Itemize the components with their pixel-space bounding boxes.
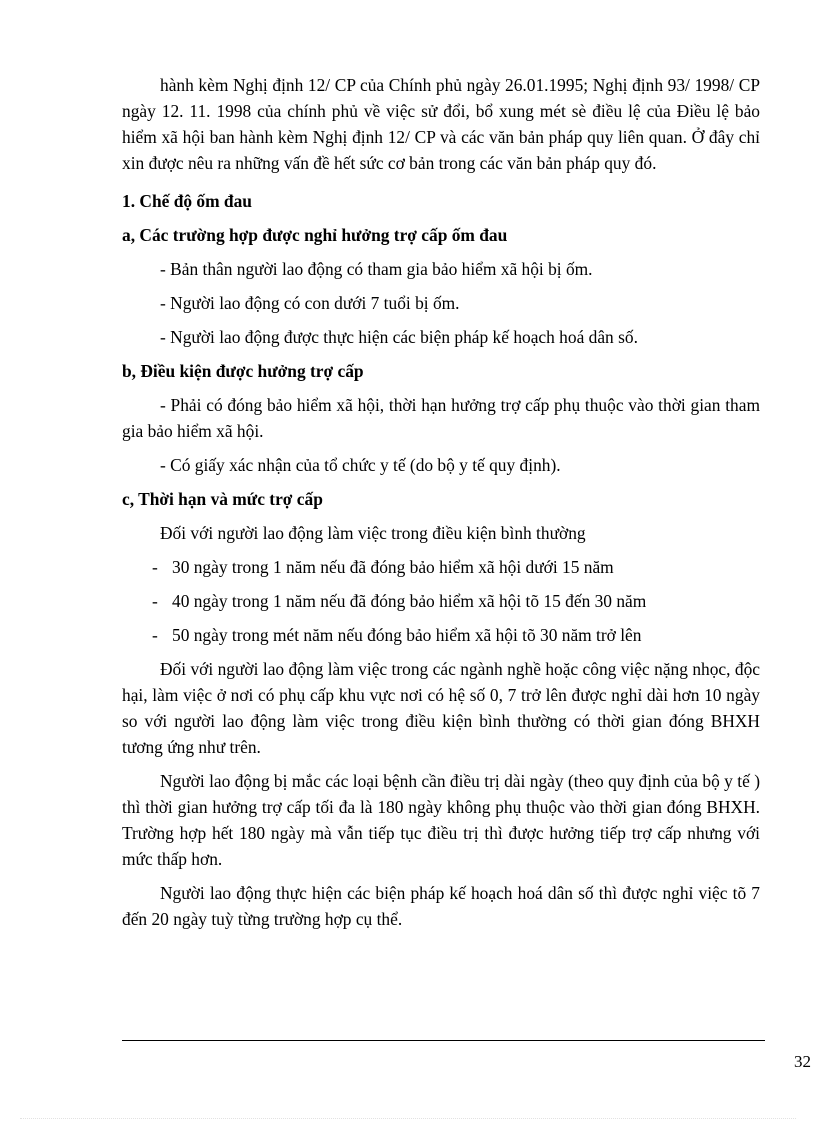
- paragraph: - Phải có đóng bảo hiểm xã hội, thời hạn hưởng trợ cấp phụ thuộc vào thời gian tham gia bảo hiểm xã hội.: [122, 395, 760, 441]
- list-item-text: 40 ngày trong 1 năm nếu đã đóng bảo hiểm xã hội tõ 15 đến 30 năm: [172, 591, 647, 611]
- list-dash: -: [152, 591, 158, 611]
- list-dash: -: [152, 557, 158, 577]
- paragraph: - Có giấy xác nhận của tổ chức y tế (do bộ y tế quy định).: [160, 455, 561, 475]
- list-item: - Người lao động được thực hiện các biện pháp kế hoạch hoá dân số.: [160, 327, 638, 347]
- list-dash: -: [152, 625, 158, 645]
- list-item-text: 50 ngày trong mét năm nếu đóng bảo hiểm xã hội tõ 30 năm trở lên: [172, 625, 642, 645]
- paragraph: Người lao động bị mắc các loại bệnh cần điều trị dài ngày (theo quy định của bộ y tế ) thì thời gian hưởng trợ cấp tối đa là 180 ngày không phụ thuộc vào thời gian đóng BHXH. Trường hợp hết 180 ngày mà vẫn tiếp tục điều trị thì được hưởng tiếp trợ cấp nhưng với mức thấp hơn.: [122, 771, 760, 869]
- subsection-c-lead: Đối với người lao động làm việc trong điều kiện bình thường: [160, 523, 586, 543]
- intro-paragraph: hành kèm Nghị định 12/ CP của Chính phủ ngày 26.01.1995; Nghị định 93/ 1998/ CP ngày 12. 11. 1998 của chính phủ về việc sử đổi, bổ xung mét sè điều lệ của Điều lệ bảo hiểm xã hội ban hành kèm Nghị định 12/ CP và các văn bản pháp quy liên quan. Ở đây chỉ xin được nêu ra những vấn đề hết sức cơ bản trong các văn bản pháp quy đó.: [122, 75, 760, 173]
- paragraph: Đối với người lao động làm việc trong các ngành nghề hoặc công việc nặng nhọc, độc hại, làm việc ở nơi có phụ cấp khu vực nơi có hệ số 0, 7 trở lên được nghỉ dài hơn 10 ngày so với người lao động làm việc trong điều kiện bình thường có thời gian đóng BHXH tương ứng như trên.: [122, 659, 760, 757]
- list-item-text: 30 ngày trong 1 năm nếu đã đóng bảo hiểm xã hội dưới 15 năm: [172, 557, 614, 577]
- section-title: 1. Chế độ ốm đau: [122, 191, 252, 211]
- list-item: [122, 554, 760, 580]
- subsection-c-title: c, Thời hạn và mức trợ cấp: [122, 489, 323, 509]
- page-number: 32: [794, 1052, 811, 1071]
- subsection-a-title: a, Các trường hợp được nghỉ hưởng trợ cấp ốm đau: [122, 225, 508, 245]
- list-item: - Người lao động có con dưới 7 tuổi bị ốm.: [160, 293, 460, 313]
- subsection-b-title: b, Điều kiện được hưởng trợ cấp: [122, 361, 364, 381]
- page-bottom-border: [20, 1118, 796, 1119]
- footer-rule: [122, 1040, 765, 1041]
- document-body: [122, 72, 760, 932]
- list-item: [122, 588, 760, 614]
- paragraph: Người lao động thực hiện các biện pháp kế hoạch hoá dân số thì được nghỉ việc tõ 7 đến 20 ngày tuỳ từng trường hợp cụ thể.: [122, 883, 760, 929]
- list-item: [122, 622, 760, 648]
- list-item: - Bản thân người lao động có tham gia bảo hiểm xã hội bị ốm.: [160, 259, 593, 279]
